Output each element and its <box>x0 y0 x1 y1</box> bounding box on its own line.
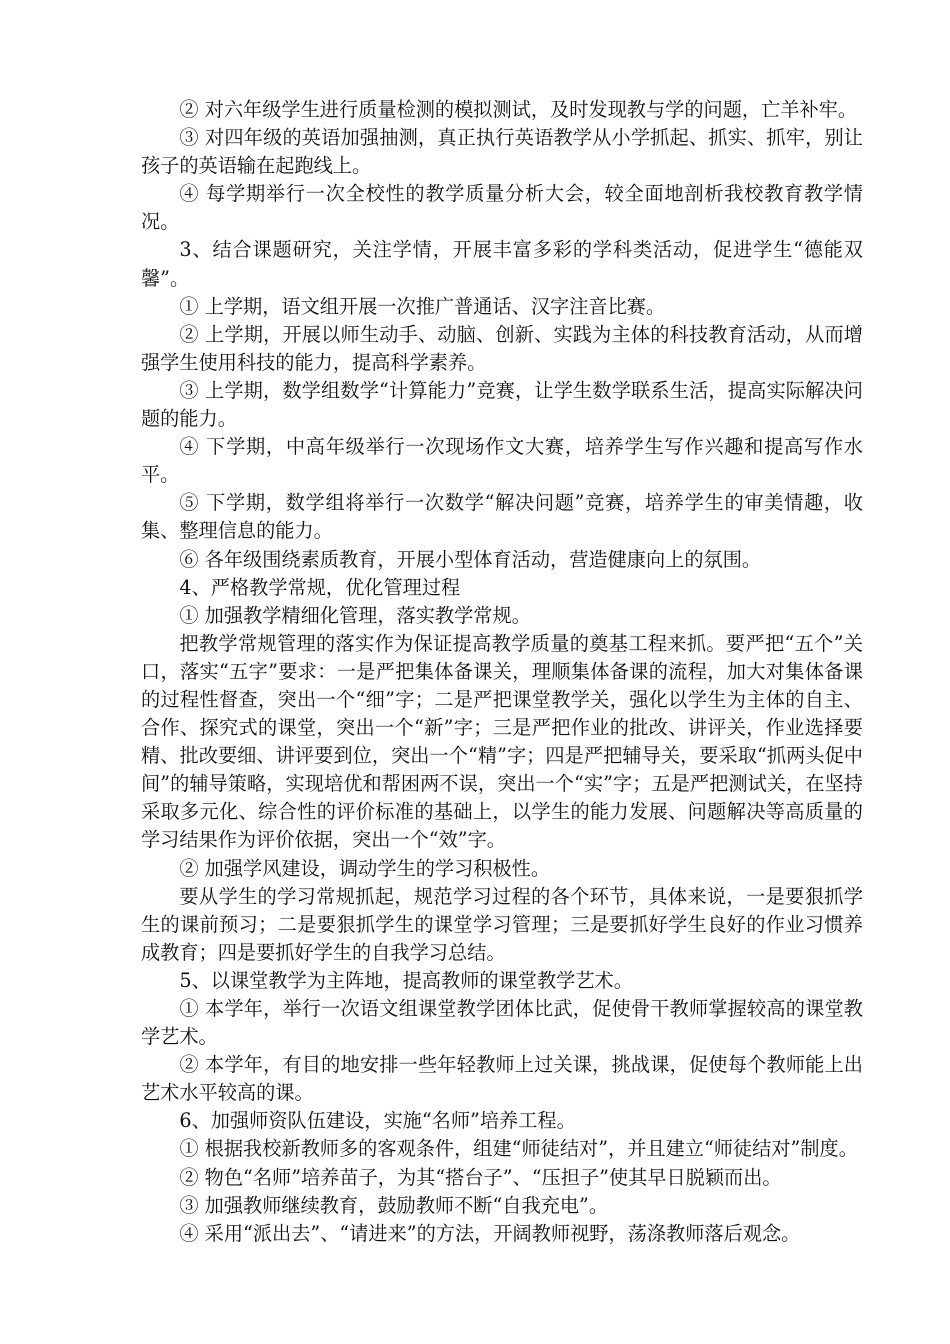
paragraph-quality-analysis: ④ 每学期举行一次全校性的教学质量分析大会，较全面地剖析我校教育教学情况。 <box>141 182 863 234</box>
paragraph-send-out-invite-in: ④ 采用“派出去”、“请进来”的方法，开阔教师视野，荡涤教师落后观念。 <box>179 1221 801 1245</box>
paragraph-famous-teacher: ② 物色“名师”培养苗子，为其“搭台子”、“压担子”使其早日脱颖而出。 <box>179 1165 782 1189</box>
paragraph-team-competition: ① 本学年，举行一次语文组课堂教学团体比武，促使骨干教师掌握较高的课堂教学艺术。 <box>141 997 863 1049</box>
section-heading-3: 3、结合课题研究，关注学情，开展丰富多彩的学科类活动，促进学生“德能双馨”。 <box>141 238 863 290</box>
section-heading-5: 5、以课堂教学为主阵地，提高教师的课堂教学艺术。 <box>179 968 633 992</box>
paragraph-five-checkpoints: 把教学常规管理的落实作为保证提高教学质量的奠基工程来抓。要严把“五个”关口，落实“五字”要求：一是严把集体备课关，理顺集体备课的流程，加大对集体备课的过程性督查，突出一个“细”字；二是严把课堂教学关，强化以学生为主体的自主、合作、探究式的课堂，突出一个“新”字；三是严把作业的批改、讲评关，作业选择要精、批改要细、讲评要到位，突出一个“精”字；四是严把辅导关，要采取“抓两头促中间”的辅导策略，实现培优和帮困两不误，突出一个“实”字；五是严把测试关，在坚持采取多元化、综合性的评价标准的基础上，以学生的能力发展、问题解决等高质量的学习结果作为评价依据，突出一个“效”字。 <box>141 631 863 852</box>
paragraph-mentorship: ① 根据我校新教师多的客观条件，组建“师徒结对”，并且建立“师徒结对”制度。 <box>179 1137 858 1161</box>
section-heading-4: 4、严格教学常规，优化管理过程 <box>179 575 461 599</box>
paragraph-science-activity: ② 上学期，开展以师生动手、动脑、创新、实践为主体的科技教育活动，从而增强学生使用科技的能力，提高科学素养。 <box>141 322 863 374</box>
paragraph-study-routines: 要从学生的学习常规抓起，规范学习过程的各个环节，具体来说，一是要狠抓学生的课前预习；二是要狠抓学生的课堂学习管理；三是要抓好学生良好的作业习惯养成教育；四是要抓好学生的自我学习总结。 <box>141 884 863 964</box>
paragraph-writing-contest: ④ 下学期，中高年级举行一次现场作文大赛，培养学生写作兴趣和提高写作水平。 <box>141 435 863 487</box>
document-body <box>141 96 863 1248</box>
paragraph-continuing-education: ③ 加强教师继续教育，鼓励教师不断“自我充电”。 <box>179 1193 609 1217</box>
paragraph-refined-management: ① 加强教学精细化管理，落实教学常规。 <box>179 603 531 627</box>
paragraph-young-teachers: ② 本学年，有目的地安排一些年轻教师上过关课，挑战课，促使每个教师能上出艺术水平较高的课。 <box>141 1053 863 1105</box>
paragraph-grade6-mock-test: ② 对六年级学生进行质量检测的模拟测试，及时发现教与学的问题，亡羊补牢。 <box>179 98 858 121</box>
section-heading-6: 6、加强师资队伍建设，实施“名师”培养工程。 <box>179 1109 576 1133</box>
paragraph-putonghua-contest: ① 上学期，语文组开展一次推广普通话、汉字注音比赛。 <box>179 294 666 318</box>
paragraph-math-problem-solving: ⑤ 下学期，数学组将举行一次数学“解决问题”竞赛，培养学生的审美情趣，收集、整理信息的能力。 <box>141 491 863 543</box>
paragraph-math-calculation: ③ 上学期，数学组数学“计算能力”竞赛，让学生数学联系生活，提高实际解决问题的能力。 <box>141 378 863 431</box>
paragraph-grade4-english: ③ 对四年级的英语加强抽测，真正执行英语教学从小学抓起、抓实、抓牢，别让孩子的英语输在起跑线上。 <box>141 126 863 178</box>
paragraph-sports-activity: ⑥ 各年级围绕素质教育，开展小型体育活动，营造健康向上的氛围。 <box>179 547 762 571</box>
paragraph-study-style: ② 加强学风建设，调动学生的学习积极性。 <box>179 856 551 880</box>
